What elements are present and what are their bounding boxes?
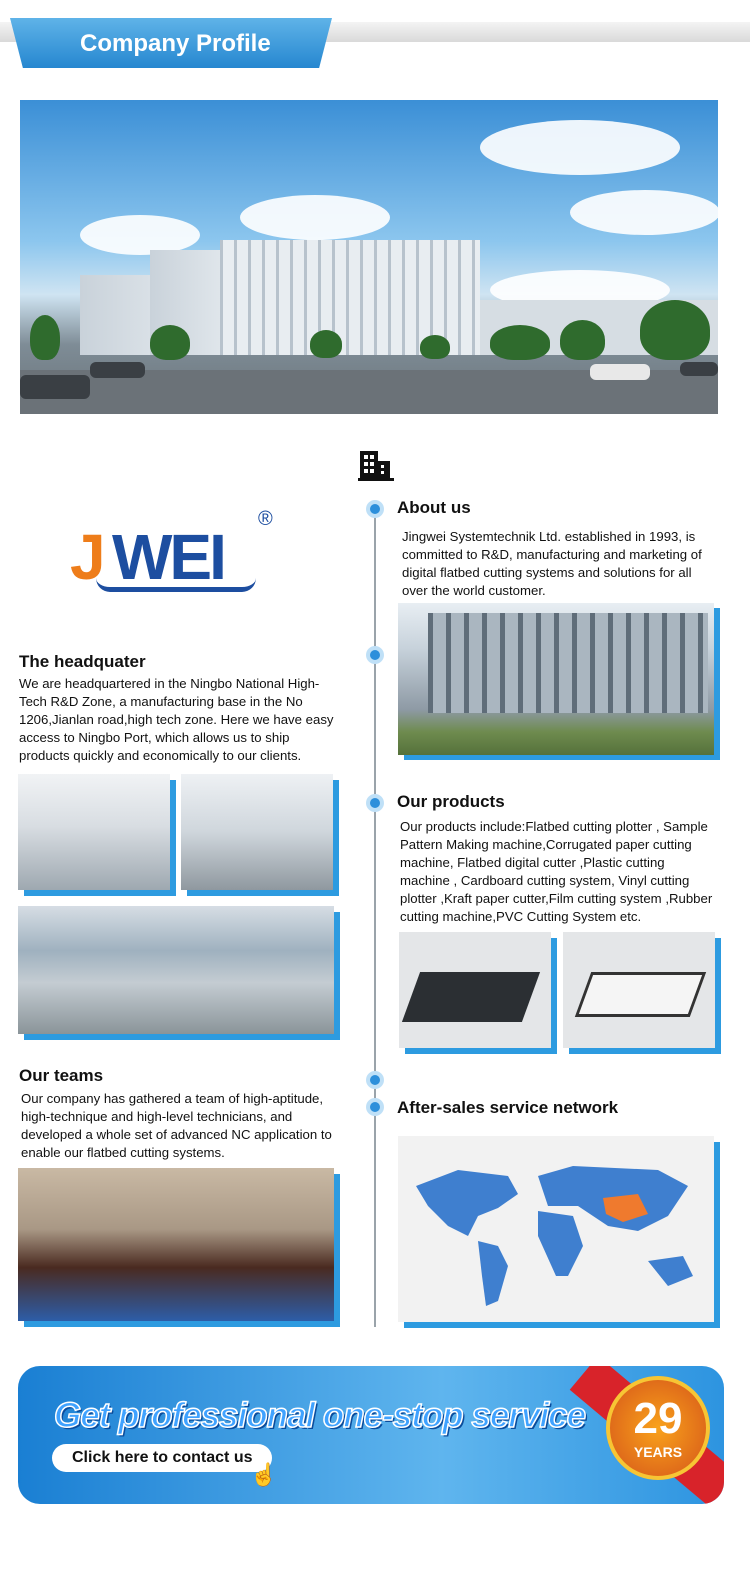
office-interior-photo	[18, 774, 170, 890]
badge-number: 29	[633, 1394, 683, 1443]
registered-mark: ®	[258, 508, 273, 530]
headquarter-heading: The headquater	[19, 652, 146, 671]
flatbed-cutter-photo	[563, 932, 715, 1048]
timeline-dot	[366, 1071, 384, 1089]
teams-text: Our company has gathered a team of high-aptitude, high-technique and high-level technicians, and developed a whole set of advanced NC application to enable our flatbed cutting systems.	[21, 1091, 332, 1160]
workshop-photo	[18, 906, 334, 1034]
building-icon	[358, 449, 394, 481]
service-heading: After-sales service network	[397, 1098, 619, 1117]
about-heading: About us	[397, 498, 471, 517]
contact-us-button[interactable]: Click here to contact us	[52, 1444, 272, 1472]
years-badge	[606, 1376, 710, 1480]
hand-pointer-icon: ☝	[250, 1462, 278, 1487]
timeline-dot	[366, 646, 384, 664]
contact-banner[interactable]	[18, 1366, 724, 1504]
jwei-logo	[70, 508, 280, 598]
timeline-dot	[366, 500, 384, 518]
cutting-machine-photo	[399, 932, 551, 1048]
timeline-dot	[366, 794, 384, 812]
badge-label: YEARS	[633, 1444, 683, 1460]
about-text: Jingwei Systemtechnik Ltd. established in 1993, is committed to R&D, manufacturing and marketing of digital flatbed cutting systems and solutions for all over the world customer.	[402, 529, 702, 598]
page-title: Company Profile	[80, 30, 271, 57]
products-text: Our products include:Flatbed cutting plotter , Sample Pattern Making machine,Corrugated paper cutting machine, Flatbed digital cutter ,Plastic cutting machine , Cardboard cutting system, Vinyl cutting plotter ,Kraft paper cutter,Film cutting system ,Rubber cutting machine,PVC Cutting System etc.	[400, 819, 713, 924]
teams-heading: Our teams	[19, 1066, 104, 1085]
headquarter-text: We are headquartered in the Ningbo National High-Tech R&D Zone, a manufacturing base in the No 1206,Jianlan road,high tech zone. Here we have easy access to Ningbo Port, which allows us to ship products quickly and economically to our clients.	[19, 676, 334, 763]
office-building-photo	[398, 603, 714, 755]
factory-building-photo	[20, 100, 718, 414]
timeline-dot	[366, 1098, 384, 1116]
team-meeting-photo	[18, 1168, 334, 1321]
products-heading: Our products	[397, 792, 505, 811]
timeline-line	[374, 512, 376, 1327]
logo-swoosh	[96, 578, 256, 592]
banner-slogan: Get professional one-stop service	[54, 1396, 586, 1435]
world-map	[398, 1136, 714, 1322]
logo-letters-wei: WEI	[112, 521, 224, 593]
logo-letter-j: J	[70, 521, 104, 593]
office-workspace-photo	[181, 774, 333, 890]
